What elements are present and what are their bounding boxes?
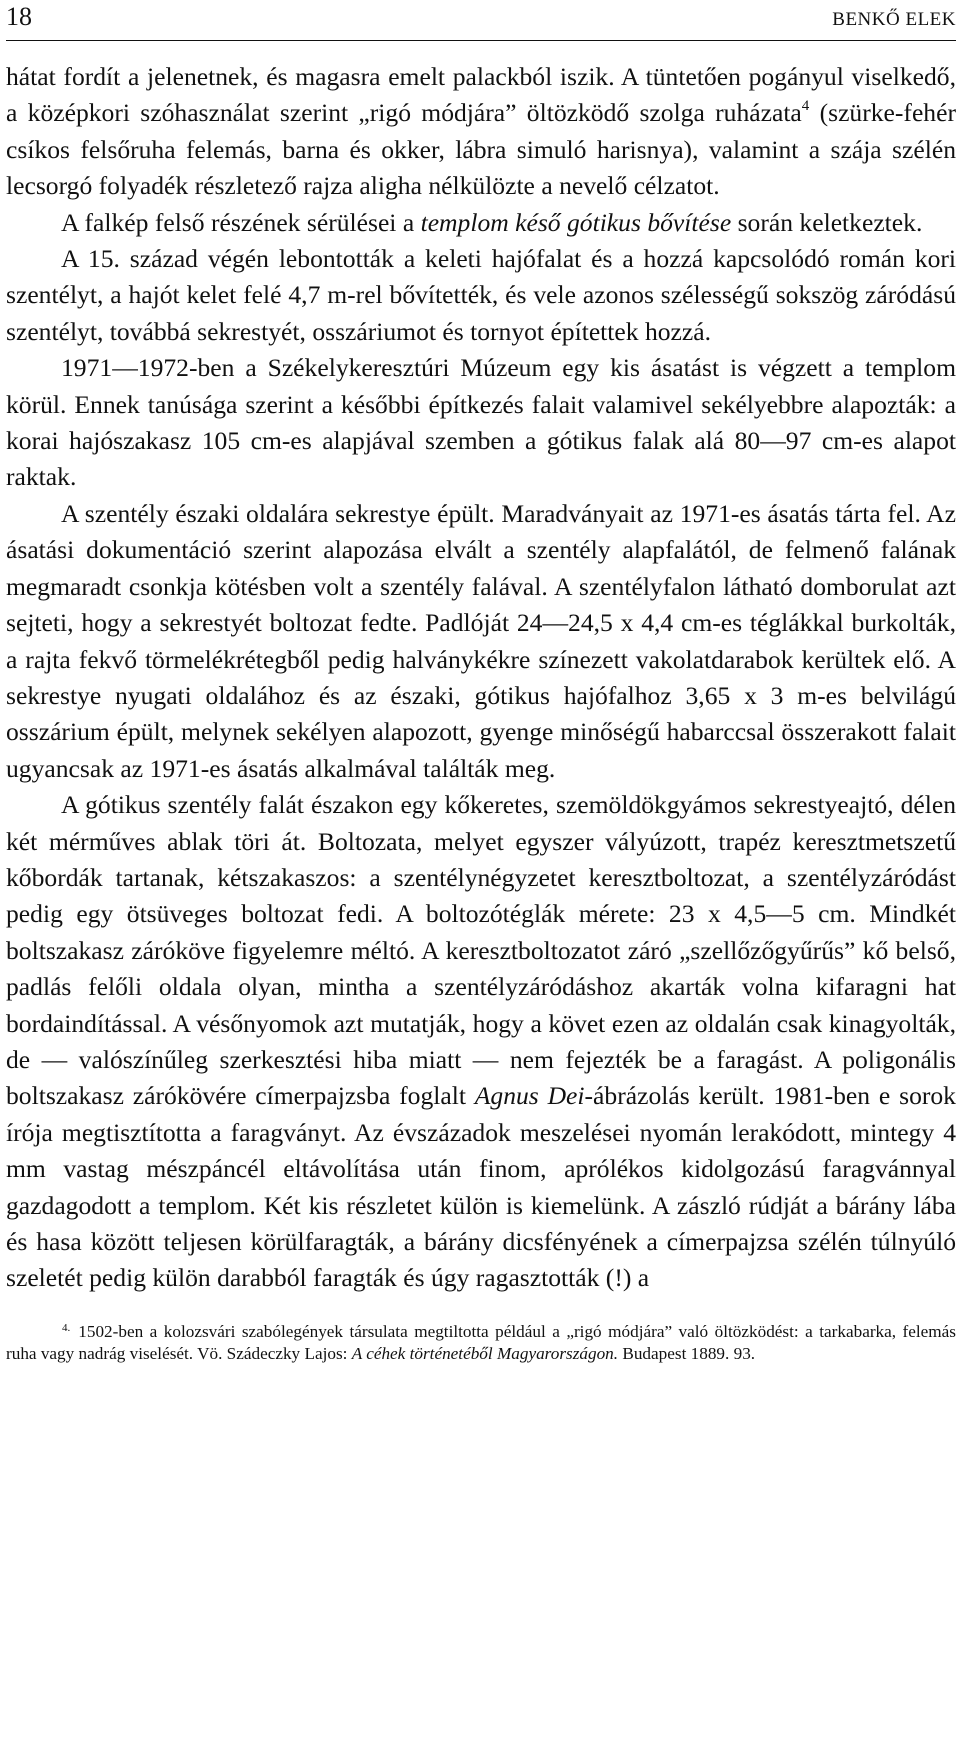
paragraph: A gótikus szentély falát északon egy kőkeretes, szemöldökgyámos sekrestyeajtó, délen két mérműves ablak töri át. Boltozata, melyet egyszer vályúzott, trapéz keresztmetszetű kőbordák tartanak, kétszakaszos: a szentélynégyzetet keresztboltozat, a szentélyzáródást pedig egy ötsüveges boltozat fedi. A boltozótéglák mérete: 23 x 4,5—5 cm. Mindkét boltszakasz záróköve figyelemre méltó. A keresztboltozatot záró „szellőzőgyűrűs” kő belső, padlás felőli oldala olyan, mintha a szentélyzáródáshoz akarták volna kifaragni hat bordaindítással. A vésőnyomok azt mutatják, hogy a követ ezen az oldalán csak kinagyolták, de — valószínűleg szerkesztési hiba miatt — nem fejezték be a faragást. A poligonális boltszakasz zárókövére címerpajzsba foglalt Agnus Dei-ábrázolás került. 1981-ben e sorok írója megtisztította a faragványt. Az évszázadok meszelései nyomán lerakódott, mintegy 4 mm vastag mészpáncél eltávolítása után finom, aprólékos kidolgozású faragvánnyal gazdagodott a templom. Két kis részletet külön is kiemelünk. A zászló rúdját a bárány lába és hasa között teljesen körülfaragták, a bárány dicsfényének a címerpajzsa szélén túlnyúló szeletét pedig külön darabból faragták és úgy ragasztották (!) a — [6, 790, 956, 1293]
footnote: 4. 1502-ben a kolozsvári szabólegények társulata megtiltotta például a „rigó módjára” való öltözködést: a tarkabarka, felemás ruha vagy nadrág viselését. Vö. Szádeczky Lajos: A céhek történetéből Magyarországon. Budapest 1889. 93. — [6, 1317, 956, 1366]
paragraph: 1971—1972-ben a Székelykeresztúri Múzeum egy kis ásatást is végzett a templom körül. Ennek tanúsága szerint a későbbi építkezés falait valamivel sekélyebbre alapozták: a korai hajószakasz 105 cm-es alapjával szemben a gótikus falak alá 80—97 cm-es alapot raktak. — [6, 353, 956, 492]
body-text — [6, 59, 956, 1297]
italic-emphasis: templom késő gótikus bővítése — [420, 207, 732, 237]
footnote-reference[interactable]: 4 — [801, 98, 810, 115]
italic-emphasis: Agnus Dei — [474, 1081, 585, 1111]
page-header — [6, 0, 956, 41]
document-page — [6, 0, 956, 1366]
footnote-mark: 4. — [62, 1321, 71, 1334]
page-number: 18 — [6, 2, 32, 31]
paragraph: A falkép felső részének sérülései a templom késő gótikus bővítése során keletkeztek. — [61, 207, 923, 237]
running-head: BENKŐ ELEK — [832, 9, 956, 30]
paragraph: A 15. század végén lebontották a keleti hajófalat és a hozzá kapcsolódó román kori szentélyt, a hajót kelet felé 4,7 m-rel bővítették, és vele azonos szélességű sokszög záródású szentélyt, továbbá sekrestyét, osszáriumot és tornyot építettek hozzá. — [6, 244, 956, 346]
paragraph: A szentély északi oldalára sekrestye épült. Maradványait az 1971-es ásatás tárta fel. Az ásatási dokumentáció szerint alapozása elvált a szentély alapfalától, de felmenő falának megmaradt csonkja kötésben volt a szentély falával. A szentélyfalon látható domborulat azt sejteti, hogy a sekrestyét boltozat fedte. Padlóját 24—24,5 x 4,4 cm-es téglákkal burkolták, a rajta fekvő törmelékrétegből pedig halványkékre színezett vakolatdarabok kerültek elő. A sekrestye nyugati oldalához és az északi, gótikus hajófalhoz 3,65 x 3 m-es belvilágú osszárium épült, melynek sekélyen alapozott, gyenge minőségű habarccsal összerakott falait ugyancsak az 1971-es ásatás alkalmával találták meg. — [6, 498, 956, 783]
paragraph: hátat fordít a jelenetnek, és magasra emelt palackból iszik. A tüntetően pogányul viselkedő, a középkori szóhasználat szerint „rigó módjára” öltözködő szolga ruházata$^4$ (szürke-fehér csíkos felsőruha felemás, barna és okker, lábra simuló harisnya), valamint a szája szélén lecsorgó folyadék részletező rajza aligha nélkülözte a nevelő célzatot. — [6, 62, 956, 201]
italic-title: A céhek történetéből Magyarországon. — [351, 1344, 619, 1364]
